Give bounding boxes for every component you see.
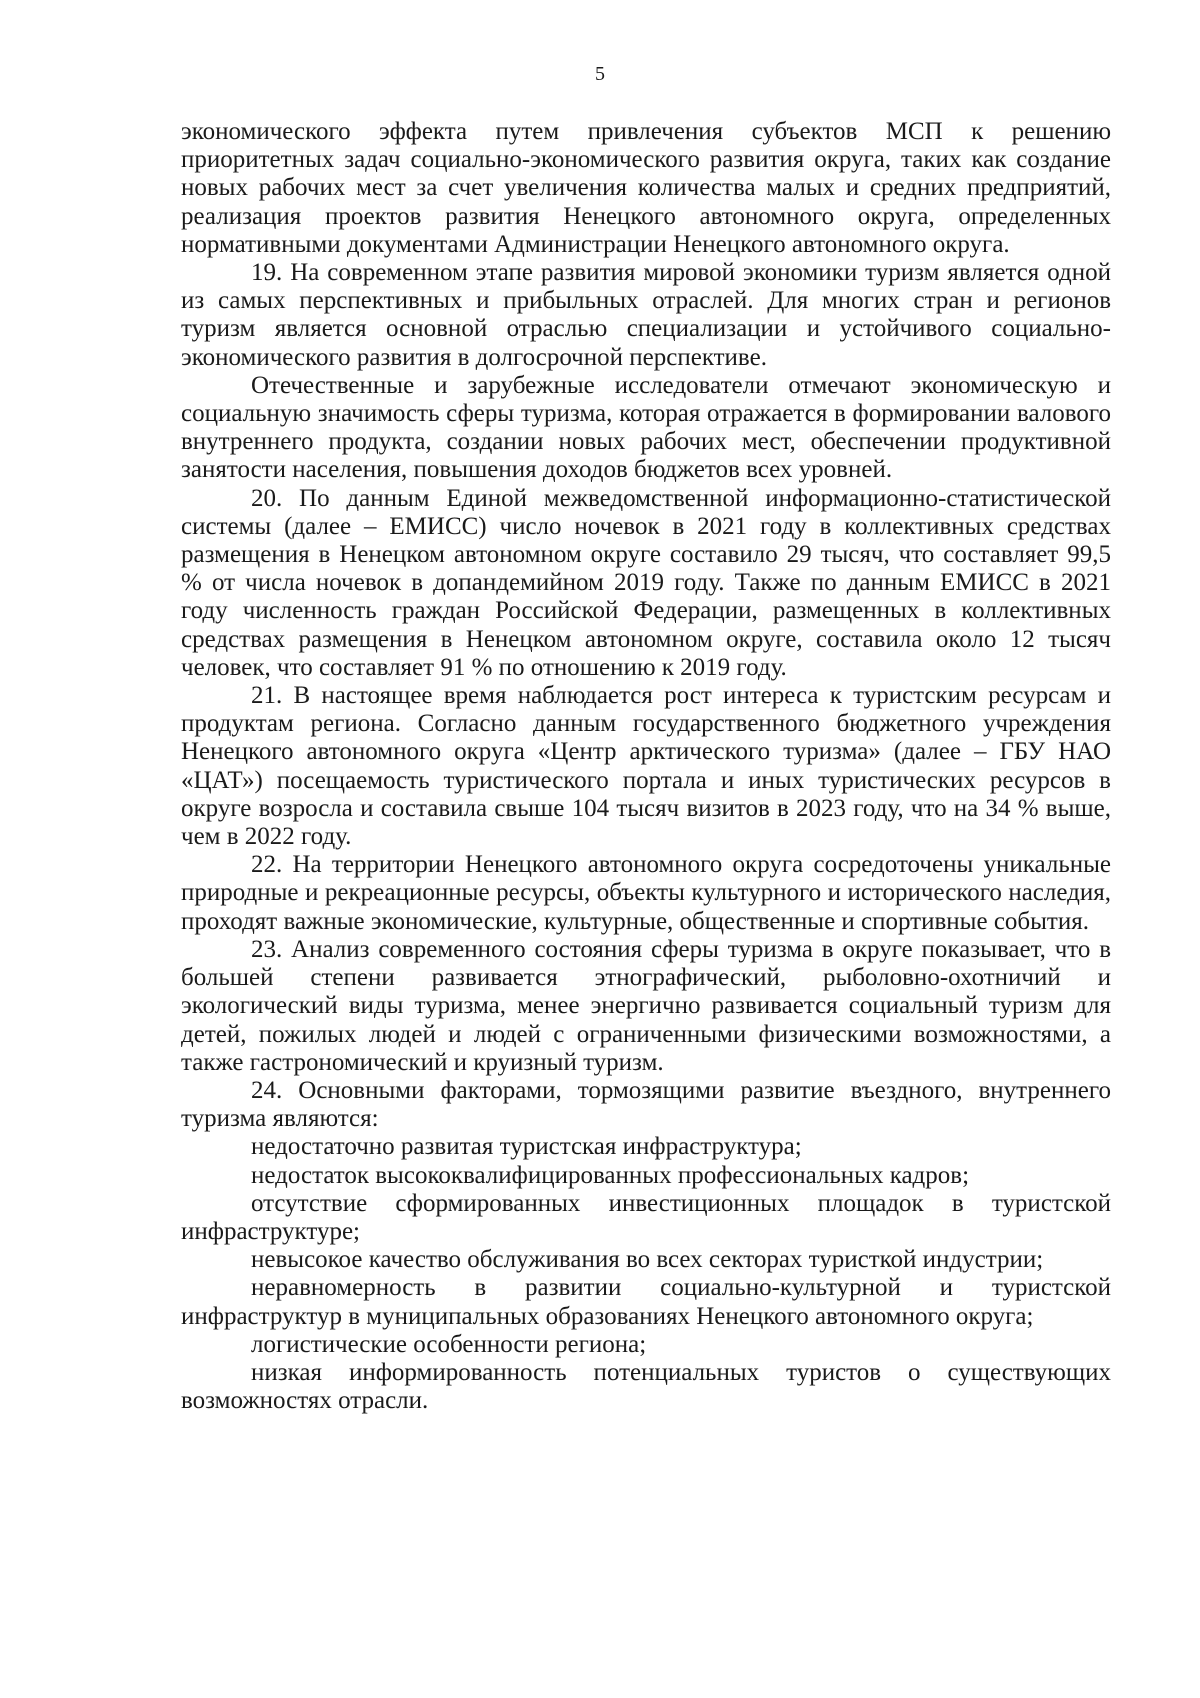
paragraph-19: 19. На современном этапе развития мировой экономики туризм является одной из самых перспективных и прибыльных отраслей. Для многих стран и регионов туризм является основной отраслью специализации и устойчивого социально-экономического развития в долгосрочной перспективе. [181, 259, 1111, 371]
list-item: неравномерность в развитии социально-культурной и туристской инфраструктур в муниципальных образованиях Ненецкого автономного округа; [181, 1274, 1111, 1330]
list-item: отсутствие сформированных инвестиционных площадок в туристской инфраструктуре; [181, 1189, 1111, 1245]
list-item: логистические особенности региона; [251, 1330, 647, 1358]
paragraph-researchers: Отечественные и зарубежные исследователи отмечают экономическую и социальную значимость сферы туризма, которая отражается в формировании валового внутреннего продукта, создании новых рабочих мест, обеспечении продуктивной занятости населения, повышения доходов бюджетов всех уровней. [181, 371, 1111, 484]
paragraph-23: 23. Анализ современного состояния сферы туризма в округе показывает, что в большей степени развивается этнографический, рыболовно-охотничий и экологический виды туризма, менее энергично развивается социальный туризм для детей, пожилых людей и людей с ограниченными физическими возможностями, а также гастрономический и круизный туризм. [181, 935, 1111, 1076]
paragraph-21: 21. В настоящее время наблюдается рост интереса к туристским ресурсам и продуктам региона. Согласно данным государственного бюджетного учреждения Ненецкого автономного округа «Центр арктического туризма» (далее – ГБУ НАО «ЦАТ») посещаемость туристического портала и иных туристических ресурсов в округе возросла и составила свыше 104 тысяч визитов в 2023 году, что на 34 % выше, чем в 2022 году. [181, 682, 1111, 851]
paragraph-24: 24. Основными факторами, тормозящими развитие въездного, внутреннего туризма являются: [181, 1076, 1111, 1133]
document-body [181, 118, 1111, 1415]
paragraph-20: 20. По данным Единой межведомственной информационно-статистической системы (далее – ЕМИСС) число ночевок в 2021 году в коллективных средствах размещения в Ненецком автономном округе составило 29 тысяч, что составляет 99,5 % от числа ночевок в допандемийном 2019 году. Также по данным ЕМИСС в 2021 году численность граждан Российской Федерации, размещенных в коллективных средствах размещения в Ненецком автономном округе, составила около 12 тысяч человек, что составляет 91 % по отношению к 2019 году. [181, 484, 1111, 681]
list-item: недостаток высококвалифицированных профессиональных кадров; [251, 1161, 970, 1189]
list-item: низкая информированность потенциальных туристов о существующих возможностях отрасли. [181, 1358, 1111, 1415]
paragraph-22: 22. На территории Ненецкого автономного округа сосредоточены уникальные природные и рекреационные ресурсы, объекты культурного и исторического наследия, проходят важные экономические, культурные, общественные и спортивные события. [181, 851, 1111, 935]
paragraph-continuation: экономического эффекта путем привлечения субъектов МСП к решению приоритетных задач социально-экономического развития округа, таких как создание новых рабочих мест за счет увеличения количества малых и средних предприятий, реализация проектов развития Ненецкого автономного округа, определенных нормативными документами Администрации Ненецкого автономного округа. [181, 118, 1111, 258]
page-number: 5 [595, 63, 605, 85]
list-item: недостаточно развитая туристская инфраструктура; [251, 1133, 802, 1161]
list-item: невысокое качество обслуживания во всех секторах туристкой индустрии; [251, 1246, 1044, 1274]
